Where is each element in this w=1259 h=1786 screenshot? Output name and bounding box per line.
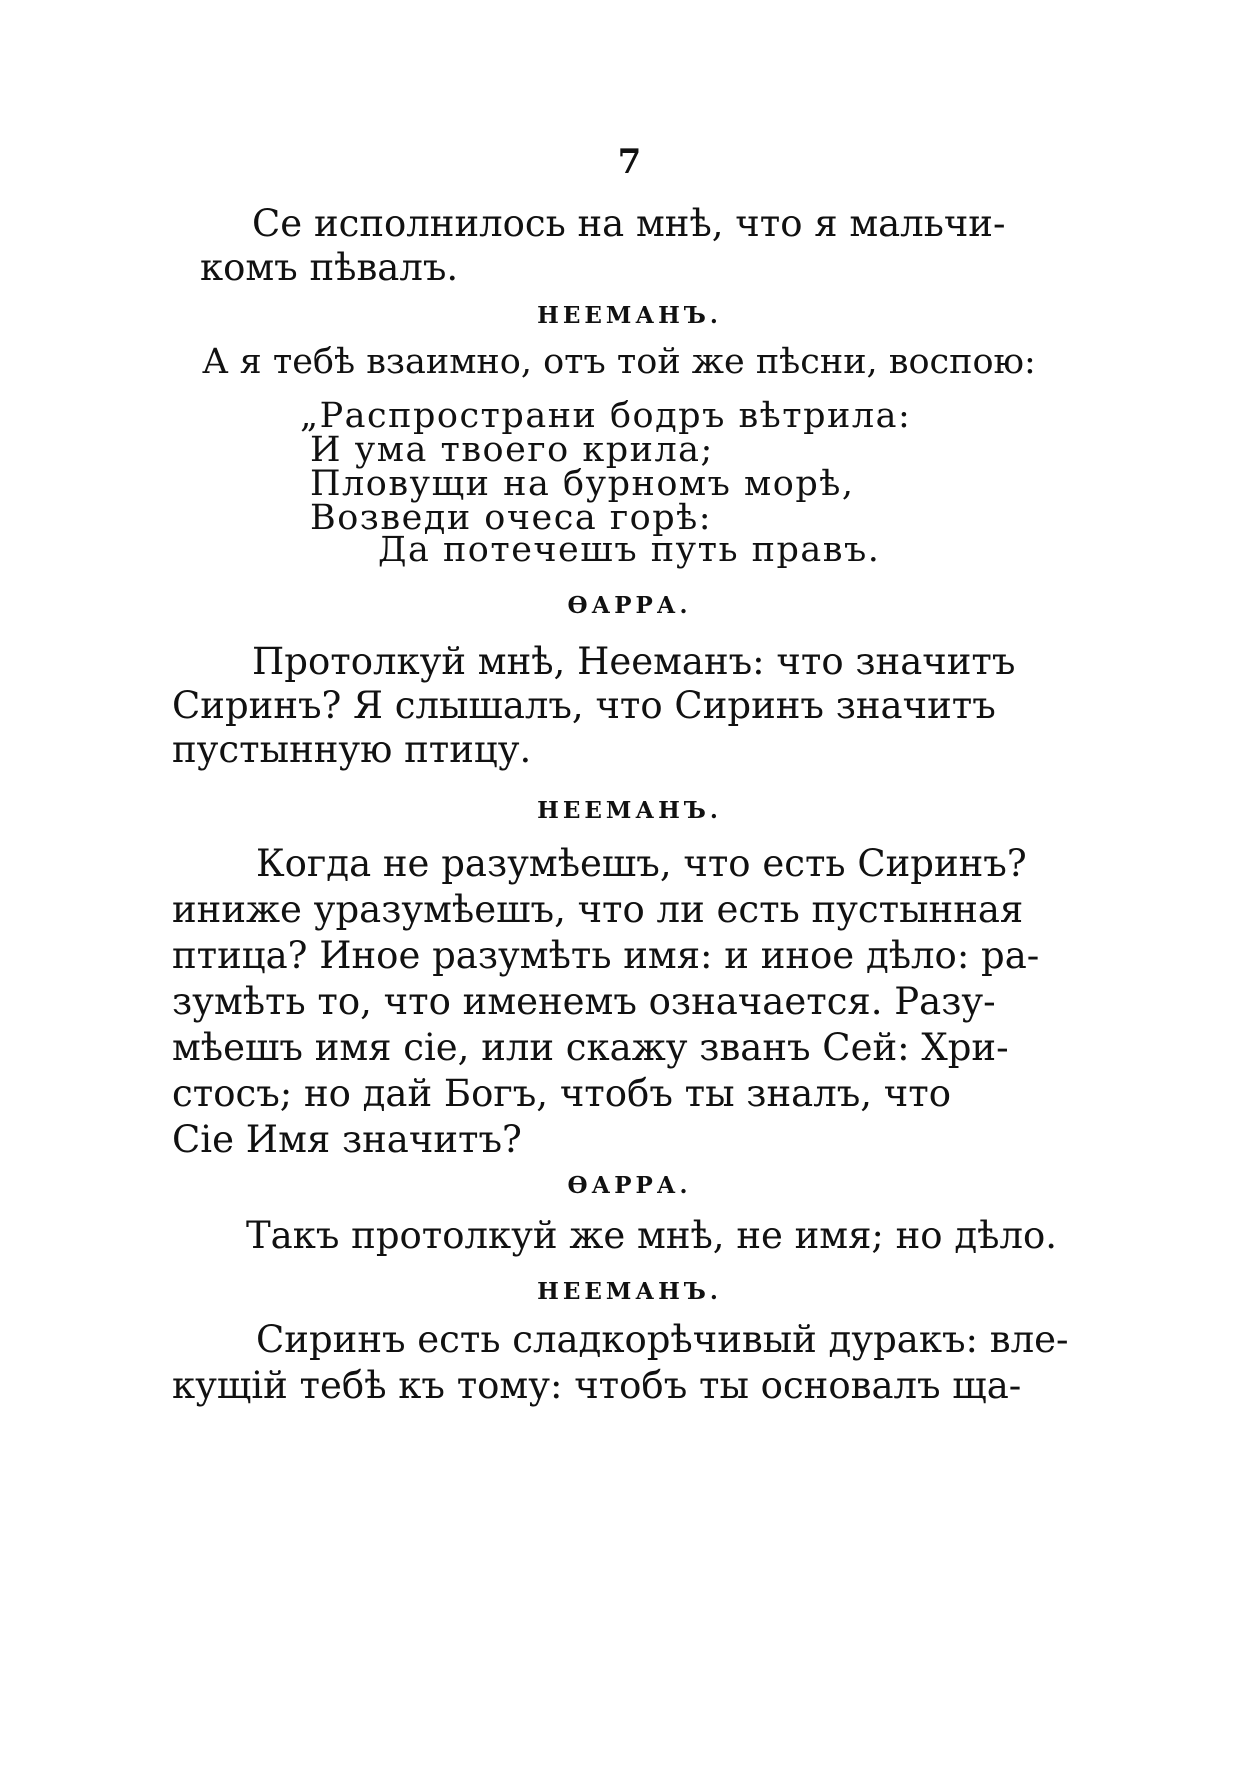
speaker-heading: НЕЕМАНЪ.: [537, 1278, 722, 1305]
text-line: зумѣть то, что именемъ означается. Разу-: [172, 980, 996, 1023]
verse-line: „Распространи бодръ вѣтрила:: [300, 396, 912, 436]
speaker-heading: НЕЕМАНЪ.: [537, 797, 722, 824]
text-line: Когда не разумѣешъ, что есть Сиринъ?: [256, 842, 1027, 885]
text-line: комъ пѣвалъ.: [200, 246, 459, 289]
text-line: птица? Иное разумѣть имя: и иное дѣло: ра-: [172, 934, 1040, 977]
text-line: пустынную птицу.: [172, 728, 532, 771]
text-line: Протолкуй мнѣ, Нееманъ: что значитъ: [252, 640, 1016, 683]
text-line: Се исполнилось на мнѣ, что я мальчи-: [252, 202, 1006, 245]
text-line: Такъ протолкуй же мнѣ, не имя; но дѣло.: [246, 1214, 1057, 1257]
text-line: кущій тебѣ къ тому: чтобъ ты основалъ ща-: [172, 1364, 1022, 1407]
text-line: Сіе Имя значитъ?: [172, 1118, 522, 1161]
speaker-heading: ѲАРРА.: [567, 592, 692, 619]
text-line: стосъ; но дай Богъ, чтобъ ты зналъ, что: [172, 1072, 951, 1115]
speaker-heading: НЕЕМАНЪ.: [537, 302, 722, 329]
text-line: мѣешъ имя сіе, или скажу званъ Сей: Хри-: [172, 1026, 1009, 1069]
verse-line: Пловущи на бурномъ морѣ,: [310, 464, 855, 504]
text-line: иниже уразумѣешъ, что ли есть пустынная: [172, 888, 1024, 931]
text-line: А я тебѣ взаимно, отъ той же пѣсни, воспою:: [202, 342, 1036, 382]
page-number: 7: [617, 142, 642, 182]
speaker-heading: ѲАРРА.: [567, 1172, 692, 1199]
text-line: Сиринъ? Я слышалъ, что Сиринъ значитъ: [172, 684, 996, 727]
verse-line: Да потечешъ путь правъ.: [378, 530, 881, 570]
text-line: Сиринъ есть сладкорѣчивый дуракъ: вле-: [256, 1318, 1069, 1361]
verse-line: И ума твоего крила;: [310, 430, 714, 470]
verse-line: Возведи очеса горѣ:: [310, 498, 713, 538]
